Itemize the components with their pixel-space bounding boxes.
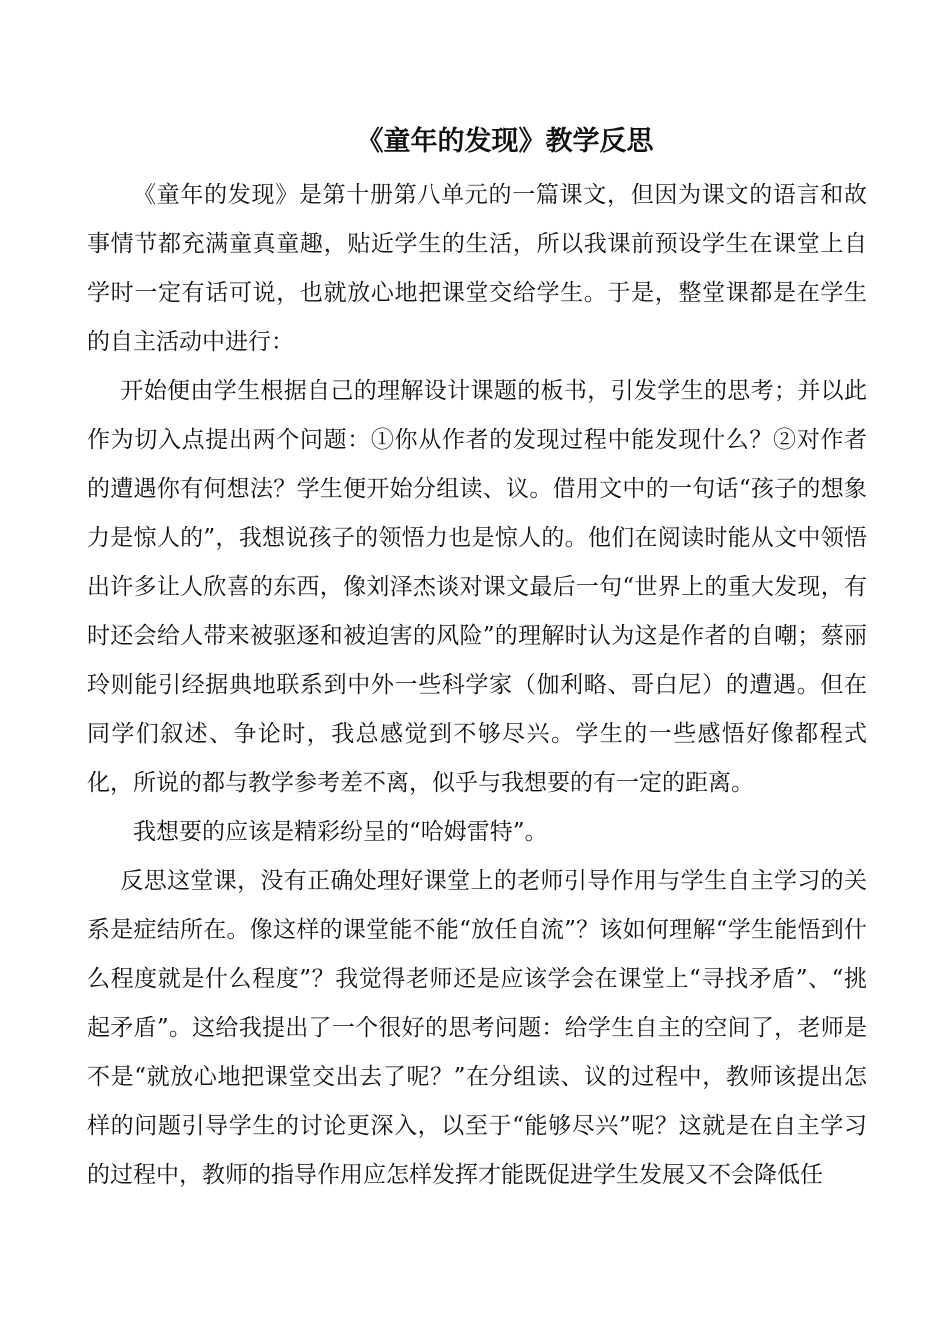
- paragraph-hamlet: 我想要的应该是精彩纷呈的“哈姆雷特”。: [133, 819, 548, 845]
- paragraph-reflection: 反思这堂课，没有正确处理好课堂上的老师引导作用与学生自主学习的关系是症结所在。像这样的课堂能不能“放任自流”？该如何理解“学生能悟到什么程度就是什么程度”？我觉得老师还是应该学会在课堂上“寻找矛盾”、“挑起矛盾”。这给我提出了一个很好的思考问题：给学生自主的空间了，老师是不是“就放心地把课堂交出去了呢？”在分组读、议的过程中，教师该提出怎样的问题引导学生的讨论更深入，以至于“能够尽兴”呢？这就是在自主学习的过程中，教师的指导作用应怎样发挥才能既促进学生发展又不会降低任: [87, 868, 867, 1188]
- paragraph-intro: 《童年的发现》是第十册第八单元的一篇课文，但因为课文的语言和故事情节都充满童真童趣，贴近学生的生活，所以我课前预设学生在课堂上自学时一定有话可说，也就放心地把课堂交给学生。于是，整堂课都是在学生的自主活动中进行：: [87, 182, 867, 355]
- paragraph-classroom-activity: 开始便由学生根据自己的理解设计课题的板书，引发学生的思考；并以此作为切入点提出两个问题：①你从作者的发现过程中能发现什么？②对作者的遭遇你有何想法？学生便开始分组读、议。借用文中的一句话“孩子的想象力是惊人的”，我想说孩子的领悟力也是惊人的。他们在阅读时能从文中领悟出许多让人欣喜的东西，像刘泽杰谈对课文最后一句“世界上的重大发现，有时还会给人带来被驱逐和被迫害的风险”的理解时认为这是作者的自嘲；蔡丽玲则能引经据典地联系到中外一些科学家（伽利略、哥白尼）的遭遇。但在同学们叙述、争论时，我总感觉到不够尽兴。学生的一些感悟好像都程式化，所说的都与教学参考差不离，似乎与我想要的有一定的距离。: [87, 378, 867, 796]
- document-body: [87, 171, 867, 1200]
- document-title: 《童年的发现》教学反思: [356, 126, 654, 157]
